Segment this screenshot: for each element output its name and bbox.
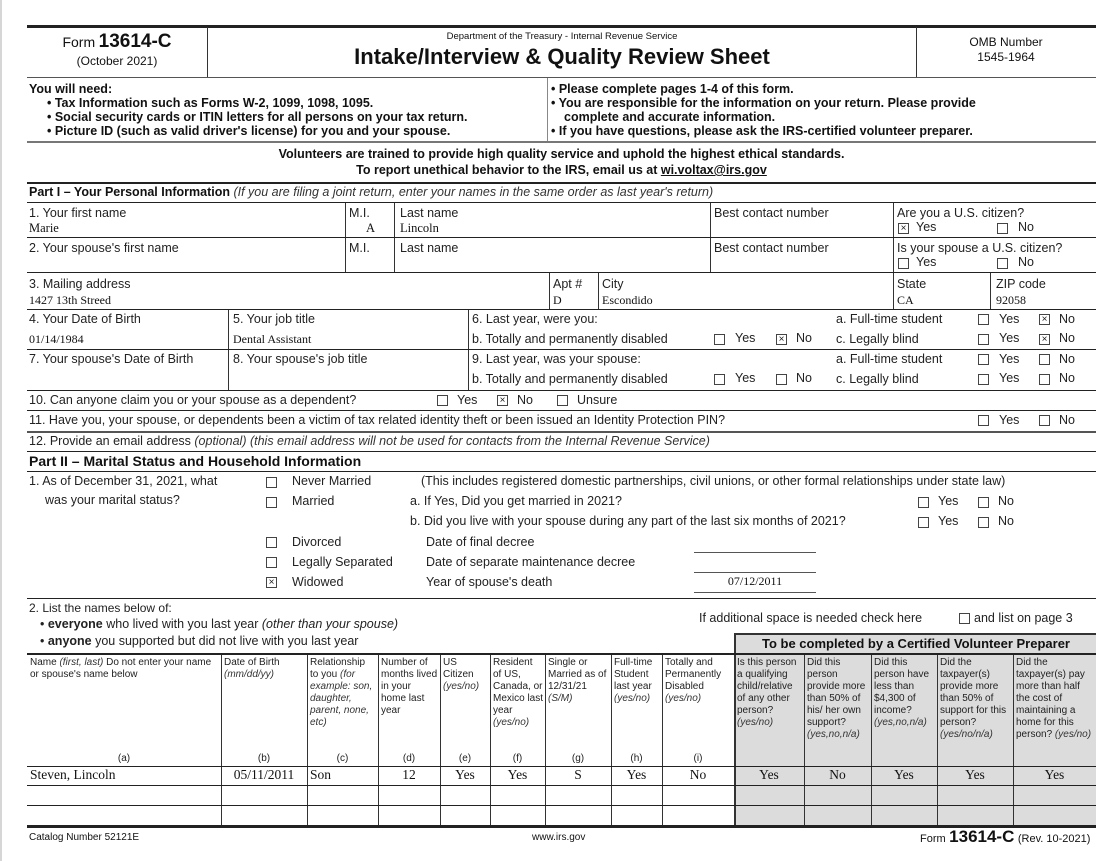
additional-space-checkbox[interactable] (959, 613, 970, 624)
no-label: No (998, 514, 1014, 528)
table-cell[interactable] (221, 786, 307, 805)
you-disabled-yes-checkbox[interactable] (714, 334, 725, 345)
never-married-checkbox[interactable] (266, 477, 277, 488)
married-checkbox[interactable] (266, 497, 277, 508)
married-label: Married (292, 494, 335, 508)
final-decree-field[interactable] (694, 552, 816, 553)
mailing-address-label: 3. Mailing address (29, 277, 131, 291)
table-cell[interactable]: Yes (626, 767, 647, 782)
table-cell[interactable] (440, 806, 490, 825)
identity-theft-no-checkbox[interactable] (1039, 415, 1050, 426)
spouse-disabled-yes-checkbox[interactable] (714, 374, 725, 385)
divorced-checkbox[interactable] (266, 537, 277, 548)
contact-number-label: Best contact number (714, 206, 829, 220)
table-cell[interactable] (490, 786, 545, 805)
table-cell[interactable] (378, 806, 440, 825)
form-date: (October 2021) (76, 54, 158, 68)
last-year-you-label: 6. Last year, were you: (472, 312, 598, 326)
spouse-citizen-yes-checkbox[interactable] (898, 258, 909, 269)
column-header: Is this person a qualifying child/relative of any other person? (yes/no) (737, 657, 797, 728)
never-married-label: Never Married (292, 474, 372, 488)
yes-label: Yes (457, 393, 478, 407)
table-cell[interactable] (804, 806, 871, 825)
citizen-question: Are you a U.S. citizen? (897, 206, 1025, 220)
table-cell[interactable] (611, 786, 662, 805)
footer-form-number: 13614-C (949, 827, 1015, 846)
table-cell[interactable] (871, 786, 937, 805)
note-item: complete and accurate information. (564, 110, 776, 124)
rule (27, 431, 1096, 433)
form-id-block (27, 31, 207, 68)
column-letter: (f) (512, 753, 523, 764)
you-blind-label: c. Legally blind (836, 332, 919, 346)
table-cell[interactable]: Yes (1044, 767, 1065, 782)
table-cell[interactable]: Son (310, 767, 332, 782)
citizen-no-checkbox[interactable] (997, 223, 1008, 234)
table-cell[interactable] (734, 806, 804, 825)
marital-question-line2: was your marital status? (45, 493, 180, 507)
additional-space-text-2: and list on page 3 (974, 611, 1073, 625)
divider (547, 78, 548, 141)
you-blind-yes-checkbox[interactable] (978, 334, 989, 345)
spouse-contact-label: Best contact number (714, 241, 829, 255)
dependent-no-checkbox[interactable] (497, 395, 508, 406)
list-everyone: • everyone who lived with you last year (other than your spouse) (40, 617, 399, 631)
no-label: No (1059, 413, 1075, 427)
column-letter: (h) (630, 753, 643, 764)
table-cell[interactable]: Yes (507, 767, 528, 782)
note-item: • Please complete pages 1-4 of this form. (551, 82, 794, 96)
table-cell[interactable]: Steven, Lincoln (30, 767, 116, 782)
part1-heading (29, 185, 713, 199)
table-cell[interactable] (221, 806, 307, 825)
table-cell[interactable]: No (829, 767, 846, 782)
table-cell[interactable] (378, 786, 440, 805)
column-letter: (c) (336, 753, 349, 764)
report-statement (27, 163, 1096, 177)
part2-title: Part II – Marital Status and Household Information (29, 453, 362, 469)
department-label: Department of the Treasury - Internal Revenue Service (446, 31, 678, 42)
marital-question-line1: 1. As of December 31, 2021, what (29, 474, 218, 488)
spouse-death-field[interactable]: 07/12/2011 (727, 574, 783, 588)
rule (27, 202, 1096, 203)
widowed-label: Widowed (292, 575, 344, 589)
column-header: Relationship to you (for example: son, daughter, parent, none, etc) (310, 657, 373, 728)
table-cell[interactable] (937, 786, 1013, 805)
list-names-label: 2. List the names below of: (29, 601, 172, 615)
spouse-student-no-checkbox[interactable] (1039, 354, 1050, 365)
spouse-blind-label: c. Legally blind (836, 372, 919, 386)
yes-label: Yes (999, 312, 1020, 326)
need-item: • Social security cards or ITIN letters for all persons on your tax return. (47, 110, 468, 124)
column-header: Name (first, last) Do not enter your name or spouse's name below (30, 657, 212, 680)
table-cell[interactable]: Yes (894, 767, 914, 782)
separate-decree-field[interactable] (694, 572, 816, 573)
form-title: Intake/Interview & Quality Review Sheet (354, 44, 770, 69)
table-cell[interactable] (545, 786, 611, 805)
divider (598, 273, 599, 309)
married-2021-yes-checkbox[interactable] (918, 497, 929, 508)
separate-decree-label: Date of separate maintenance decree (426, 555, 636, 569)
spouse-citizen-question: Is your spouse a U.S. citizen? (897, 241, 1063, 255)
column-header: Did this person have less than $4,300 of income? (yes,no,n/a) (874, 657, 930, 728)
divorced-label: Divorced (292, 535, 342, 549)
state-label: State (897, 277, 927, 291)
yes-label: Yes (735, 371, 756, 385)
rule (27, 410, 1096, 411)
need-list (47, 96, 467, 138)
widowed-checkbox[interactable] (266, 577, 277, 588)
mi-label: M.I. (349, 206, 370, 220)
divider (549, 273, 550, 309)
yes-label: Yes (999, 352, 1020, 366)
yes-label: Yes (916, 255, 937, 269)
table-cell[interactable] (611, 806, 662, 825)
form-number: 13614-C (98, 31, 172, 52)
anyone-text: you supported but did not live with you last year (91, 634, 359, 648)
married-2021-no-checkbox[interactable] (978, 497, 989, 508)
identity-theft-yes-checkbox[interactable] (978, 415, 989, 426)
rule (27, 451, 1096, 452)
divider (468, 310, 469, 390)
table-cell[interactable] (662, 806, 734, 825)
column-header: Full-time Student last year (yes/no) (614, 657, 653, 704)
you-will-need-heading: You will need: (29, 82, 113, 96)
omb-label: OMB Number (969, 35, 1043, 49)
job-title-field[interactable]: Dental Assistant (233, 332, 312, 346)
yes-label: Yes (735, 331, 756, 345)
column-header: US Citizen (yes/no) (443, 657, 480, 692)
divider (893, 273, 894, 309)
spouse-last-name-label: Last name (400, 241, 459, 255)
you-student-yes-checkbox[interactable] (978, 314, 989, 325)
footer-form-id (920, 827, 1090, 847)
yes-label: Yes (916, 220, 937, 234)
spouse-blind-yes-checkbox[interactable] (978, 374, 989, 385)
need-item: • Tax Information such as Forms W-2, 1099, 1098, 1095. (47, 96, 374, 110)
table-cell[interactable]: 12 (402, 767, 416, 782)
table-cell[interactable]: 05/11/2011 (233, 767, 295, 782)
footer-rev: (Rev. 10-2021) (1017, 833, 1091, 845)
rule (27, 272, 1096, 273)
column-header: Did this person provide more than 50% of his/ her own support? (yes,no,n/a) (807, 657, 866, 740)
zip-label: ZIP code (996, 277, 1046, 291)
city-field[interactable]: Escondido (602, 293, 653, 307)
table-cell[interactable] (734, 786, 804, 805)
email-note: (optional) (this email address will not be used for contacts from the Internal Revenue Service) (194, 434, 710, 448)
lived-with-spouse-yes-checkbox[interactable] (918, 517, 929, 528)
divider (228, 310, 229, 390)
no-label: No (796, 371, 812, 385)
no-label: No (1059, 352, 1075, 366)
column-header: Resident of US, Canada, or Mexico last year (yes/no) (493, 657, 544, 728)
no-label: No (1059, 371, 1075, 385)
rule (27, 598, 1096, 599)
dependent-yes-checkbox[interactable] (437, 395, 448, 406)
you-disabled-no-checkbox[interactable] (776, 334, 787, 345)
table-cell[interactable] (662, 786, 734, 805)
note-item: • You are responsible for the information on your return. Please provide (551, 96, 976, 110)
table-cell[interactable]: Yes (965, 767, 985, 782)
table-cell[interactable]: S (574, 767, 582, 782)
column-letter: (a) (117, 753, 131, 764)
rule (27, 182, 1096, 184)
part1-subtitle: (If you are filing a joint return, enter your names in the same order as last year's return) (233, 185, 714, 199)
yes-label: Yes (938, 514, 959, 528)
column-letter: (b) (257, 753, 271, 764)
column-header: Did the taxpayer(s) pay more than half the cost of maintaining a home for this person? (yes/no) (1016, 657, 1092, 740)
no-label: No (998, 494, 1014, 508)
field-underline (694, 592, 816, 593)
no-label: No (1018, 255, 1034, 269)
column-letter: (g) (571, 753, 585, 764)
table-cell[interactable]: No (689, 767, 707, 782)
volunteer-statement: Volunteers are trained to provide high quality service and uphold the highest ethical standards. (278, 147, 845, 161)
list-anyone: • anyone you supported but did not live with you last year (40, 634, 359, 648)
column-header: Single or Married as of 12/31/21 (S/M) (548, 657, 607, 704)
report-email-link[interactable]: wi.voltax@irs.gov (660, 163, 767, 177)
part1-title: Part I – Your Personal Information (29, 185, 230, 199)
omb-number: 1545-1964 (977, 50, 1035, 64)
column-letter: (d) (402, 753, 416, 764)
column-header: Did the taxpayer(s) provide more than 50% of support for this person? (yes/no/n/a) (940, 657, 1007, 740)
footer-form-prefix: Form (920, 833, 946, 845)
table-cell[interactable]: Yes (759, 767, 779, 782)
preparer-header-text: To be completed by a Certified Volunteer Preparer (762, 636, 1070, 651)
married-in-2021-question: a. If Yes, Did you get married in 2021? (410, 494, 622, 508)
column-divider (307, 655, 308, 825)
apt-label: Apt # (553, 277, 583, 291)
dependent-unsure-checkbox[interactable] (557, 395, 568, 406)
you-student-label: a. Full-time student (836, 312, 943, 326)
table-cell[interactable] (30, 806, 221, 825)
table-cell[interactable] (804, 786, 871, 805)
dependent-question: 10. Can anyone claim you or your spouse as a dependent? (29, 393, 357, 407)
first-name-label: 1. Your first name (29, 206, 127, 220)
rule (27, 237, 1096, 238)
yes-label: Yes (938, 494, 959, 508)
email-question (29, 434, 710, 448)
zip-field[interactable]: 92058 (996, 293, 1026, 307)
citizen-yes-checkbox[interactable] (898, 223, 909, 234)
spouse-student-label: a. Full-time student (836, 352, 943, 366)
table-cell[interactable] (871, 806, 937, 825)
identity-theft-question: 11. Have you, your spouse, or dependents been a victim of tax related identity theft or been issued an Identity Protection PIN? (29, 413, 726, 427)
no-label: No (517, 393, 533, 407)
notes-list (551, 82, 976, 138)
last-name-label: Last name (400, 206, 459, 220)
state-field[interactable]: CA (897, 293, 914, 307)
mailing-address-field[interactable]: 1427 13th Streed (29, 293, 111, 307)
rule (27, 77, 1096, 78)
need-item: • Picture ID (such as valid driver's license) for you and your spouse. (47, 124, 451, 138)
table-cell[interactable] (440, 786, 490, 805)
spouse-citizen-no-checkbox[interactable] (997, 258, 1008, 269)
everyone-note: (other than your spouse) (261, 617, 399, 631)
rule (27, 390, 1096, 391)
table-cell[interactable] (310, 786, 378, 805)
column-header: Number of months lived in your home last year (381, 657, 438, 716)
report-text: To report unethical behavior to the IRS, email us at (356, 163, 661, 177)
table-cell[interactable] (1013, 806, 1096, 825)
rule (27, 349, 1096, 350)
job-title-label: 5. Your job title (233, 312, 316, 326)
irs-website: www.irs.gov (532, 832, 586, 843)
mi-field[interactable]: A (366, 221, 376, 235)
spouse-death-label: Year of spouse's death (426, 575, 553, 589)
legally-separated-label: Legally Separated (292, 555, 393, 569)
lived-with-spouse-no-checkbox[interactable] (978, 517, 989, 528)
catalog-number: Catalog Number 52121E (29, 832, 140, 843)
unsure-label: Unsure (577, 393, 618, 407)
column-letter: (i) (693, 753, 703, 764)
no-label: No (1059, 312, 1075, 326)
spouse-dob-label: 7. Your spouse's Date of Birth (29, 352, 194, 366)
city-label: City (602, 277, 624, 291)
divider (990, 273, 991, 309)
column-header: Date of Birth (mm/dd/yy) (224, 657, 280, 680)
table-cell[interactable] (490, 806, 545, 825)
dob-label: 4. Your Date of Birth (29, 312, 141, 326)
last-name-field[interactable]: Lincoln (400, 221, 439, 235)
yes-label: Yes (999, 371, 1020, 385)
yes-label: Yes (999, 413, 1020, 427)
rule (27, 141, 1096, 143)
yes-label: Yes (999, 331, 1020, 345)
spouse-mi-label: M.I. (349, 241, 370, 255)
column-header: Totally and Permanently Disabled (yes/no) (665, 657, 722, 704)
everyone-text: who lived with you last year (102, 617, 262, 631)
spouse-blind-no-checkbox[interactable] (1039, 374, 1050, 385)
table-cell[interactable] (30, 786, 221, 805)
table-cell[interactable] (937, 806, 1013, 825)
spouse-first-name-label: 2. Your spouse's first name (29, 241, 179, 255)
spouse-disabled-label: b. Totally and permanently disabled (472, 372, 668, 386)
dob-field[interactable]: 01/14/1984 (29, 332, 84, 346)
header-top-rule (27, 25, 1096, 28)
final-decree-label: Date of final decree (426, 535, 535, 549)
table-cell[interactable] (545, 806, 611, 825)
rule (27, 471, 1096, 472)
table-cell[interactable]: Yes (455, 767, 475, 782)
no-label: No (796, 331, 812, 345)
marital-includes-note: (This includes registered domestic partnerships, civil unions, or other formal relationships under state law) (421, 474, 1006, 488)
spouse-student-yes-checkbox[interactable] (978, 354, 989, 365)
first-name-field[interactable]: Marie (29, 221, 59, 235)
everyone-bold: everyone (47, 617, 103, 631)
column-letter: (e) (458, 753, 472, 764)
additional-space-text: If additional space is needed check here (699, 611, 923, 625)
legally-separated-checkbox[interactable] (266, 557, 277, 568)
you-student-no-checkbox[interactable] (1039, 314, 1050, 325)
you-blind-no-checkbox[interactable] (1039, 334, 1050, 345)
table-cell[interactable] (1013, 786, 1096, 805)
apt-field[interactable]: D (553, 293, 562, 307)
spouse-disabled-no-checkbox[interactable] (776, 374, 787, 385)
spouse-job-title-label: 8. Your spouse's job title (233, 352, 368, 366)
no-label: No (1018, 220, 1034, 234)
anyone-bold: anyone (47, 634, 92, 648)
you-disabled-label: b. Totally and permanently disabled (472, 332, 668, 346)
note-item: • If you have questions, please ask the IRS-certified volunteer preparer. (551, 124, 973, 138)
no-label: No (1059, 331, 1075, 345)
lived-with-spouse-question: b. Did you live with your spouse during any part of the last six months of 2021? (410, 514, 846, 528)
email-label: 12. Provide an email address (29, 434, 195, 448)
table-cell[interactable] (310, 806, 378, 825)
form-prefix: Form (62, 34, 96, 50)
last-year-spouse-label: 9. Last year, was your spouse: (472, 352, 641, 366)
rule (27, 309, 1096, 310)
